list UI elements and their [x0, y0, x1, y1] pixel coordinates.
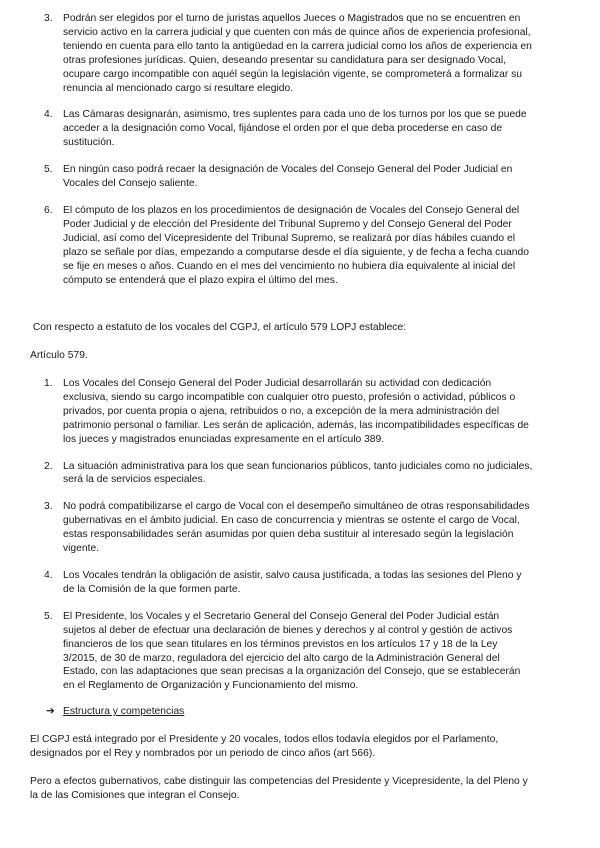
list-item	[0, 500, 600, 556]
paragraph-line: El CGPJ está integrado por el Presidente y 20 vocales, todos ellos todavía elegidos por el Parlamento,	[30, 734, 499, 745]
item-line: patrimonio personal o familiar. Les serán de aplicación, además, las incompatibilidades específicas de	[63, 419, 529, 431]
item-line: 3/2015, de 30 de marzo, reguladora del ejercicio del alto cargo de la Administración General del	[63, 652, 500, 664]
item-line: Las Cámaras designarán, asimismo, tres suplentes para cada uno de los turnos por los que se puede	[63, 109, 527, 121]
item-line: Judicial, así como del Vicepresidente del Tribunal Supremo, se realizará por días hábiles cuando el	[63, 232, 515, 244]
item-line: en el Reglamento de Organización y Funcionamiento del mismo.	[63, 680, 359, 692]
item-line: de la Comisión de la que formen parte.	[63, 583, 241, 595]
arrow-icon: ➔	[46, 706, 55, 717]
item-number: 5.	[44, 610, 53, 622]
item-line: Los Vocales tendrán la obligación de asistir, salvo causa justificada, a todas las sesiones del Pleno y	[63, 569, 522, 581]
item-line: sustitución.	[63, 137, 115, 149]
cgpj-composition-paragraph	[0, 733, 600, 761]
list-item	[0, 569, 600, 597]
list-item	[0, 163, 600, 191]
designation-rules-list	[0, 12, 600, 287]
item-line: otras profesiones jurídicas. Quien, deseando presentar su candidatura para ser designado Vocal,	[63, 54, 507, 66]
paragraph-line: Pero a efectos gubernativos, cabe distinguir las competencias del Presidente y Vicepresidente, la del Pleno y	[30, 776, 528, 787]
item-line: los jueces y magistrados enunciadas expresamente en el artículo 389.	[63, 433, 385, 445]
item-number: 4.	[44, 109, 53, 121]
item-line: Los Vocales del Consejo General del Poder Judicial desarrollarán su actividad con dedicación	[63, 378, 492, 389]
item-number: 5.	[44, 164, 53, 176]
item-line: El cómputo de los plazos en los procedimientos de designación de Vocales del Consejo General del	[63, 204, 520, 216]
list-item	[0, 12, 600, 95]
item-line: servicio activo en la carrera judicial y que cuenten con más de quince años de experiencia profesional,	[63, 26, 531, 38]
item-number: 3.	[44, 13, 53, 24]
item-line: No podrá compatibilizarse el cargo de Vocal con el desempeño simultáneo de otras responsabilidades	[63, 501, 530, 513]
item-line: Vocales del Consejo saliente.	[63, 178, 198, 190]
item-line: vigente.	[63, 543, 100, 555]
section-heading	[0, 705, 600, 719]
item-number: 1.	[44, 378, 53, 389]
section-heading-text: Estructura y competencias	[63, 706, 185, 717]
item-line: Podrán ser elegidos por el turno de juristas aquellos Jueces o Magistrados que no se encuentren en	[63, 13, 521, 24]
item-number: 3.	[44, 501, 53, 513]
paragraph-line: designados por el Rey y nombrados por un periodo de cinco años (art 566).	[30, 747, 376, 759]
item-line: estas responsabilidades serán asumidas por quien deba sustituir al interesado según la legislación	[63, 529, 514, 541]
item-line: El Presidente, los Vocales y el Secretario General del Consejo General del Poder Judicial están	[63, 610, 500, 622]
list-item	[0, 610, 600, 693]
item-line: teniendo en cuenta para ello tanto la antigüedad en la carrera judicial como los años de experiencia en	[63, 40, 532, 52]
competences-paragraph	[0, 775, 600, 803]
list-item	[0, 460, 600, 488]
paragraph-line: la de las Comisiones que integran el Consejo.	[30, 789, 240, 801]
article-title: Artículo 579.	[30, 350, 88, 361]
statute-intro: Con respecto a estatuto de los vocales del CGPJ, el artículo 579 LOPJ establece:	[30, 322, 407, 333]
item-number: 2.	[44, 460, 53, 472]
item-line: renuncia al mencionado cargo si resultare elegido.	[63, 82, 294, 94]
item-line: será la de servicios especiales.	[63, 474, 206, 486]
item-line: acceder a la designación como Vocal, fijándose el orden por el que deba procederse en caso de	[63, 123, 503, 135]
list-item	[0, 108, 600, 150]
item-number: 6.	[44, 204, 53, 216]
item-line: ocupare cargo incompatible con aquél según la legislación vigente, se comprometerá a formalizar su	[63, 68, 523, 80]
item-line: financieros de los que sean titulares en los términos previstos en los artículos 17 y 18 de la Ley	[63, 638, 498, 650]
item-line: sujetos al deber de efectuar una declaración de bienes y derechos y al control y gestión de activos	[63, 624, 513, 636]
item-line: gubernativas en el ámbito judicial. En caso de concurrencia y mientras se ostente el cargo de Vocal,	[63, 515, 520, 527]
item-line: privados, por cuenta propia o ajena, retribuidos o no, a excepción de la mera administración del	[63, 405, 500, 417]
item-line: se fije en meses o años. Cuando en el mes del vencimiento no hubiera día equivalente al inicial del	[63, 260, 516, 272]
item-line: Estado, con las adaptaciones que sean precisas a la organización del Consejo, que se establecerán	[63, 666, 521, 678]
item-line: Poder Judicial y de elección del Presidente del Tribunal Supremo y del Consejo General del Poder	[63, 218, 512, 230]
item-number: 4.	[44, 569, 53, 581]
item-line: exclusiva, siendo su cargo incompatible con cualquier otro puesto, profesión o actividad, públicos o	[63, 391, 516, 403]
item-line: plazo se señale por días, empezando a computarse desde el día siguiente, y de fecha a fecha cuando	[63, 246, 529, 258]
article-579-list	[0, 377, 600, 693]
list-item	[0, 204, 600, 287]
list-item	[0, 377, 600, 447]
item-line: La situación administrativa para los que sean funcionarios públicos, tanto judiciales como no judiciales,	[63, 460, 533, 472]
item-line: cómputo se entenderá que el plazo expira el último del mes.	[63, 274, 338, 286]
item-line: En ningún caso podrá recaer la designación de Vocales del Consejo General del Poder Judicial en	[63, 164, 513, 176]
